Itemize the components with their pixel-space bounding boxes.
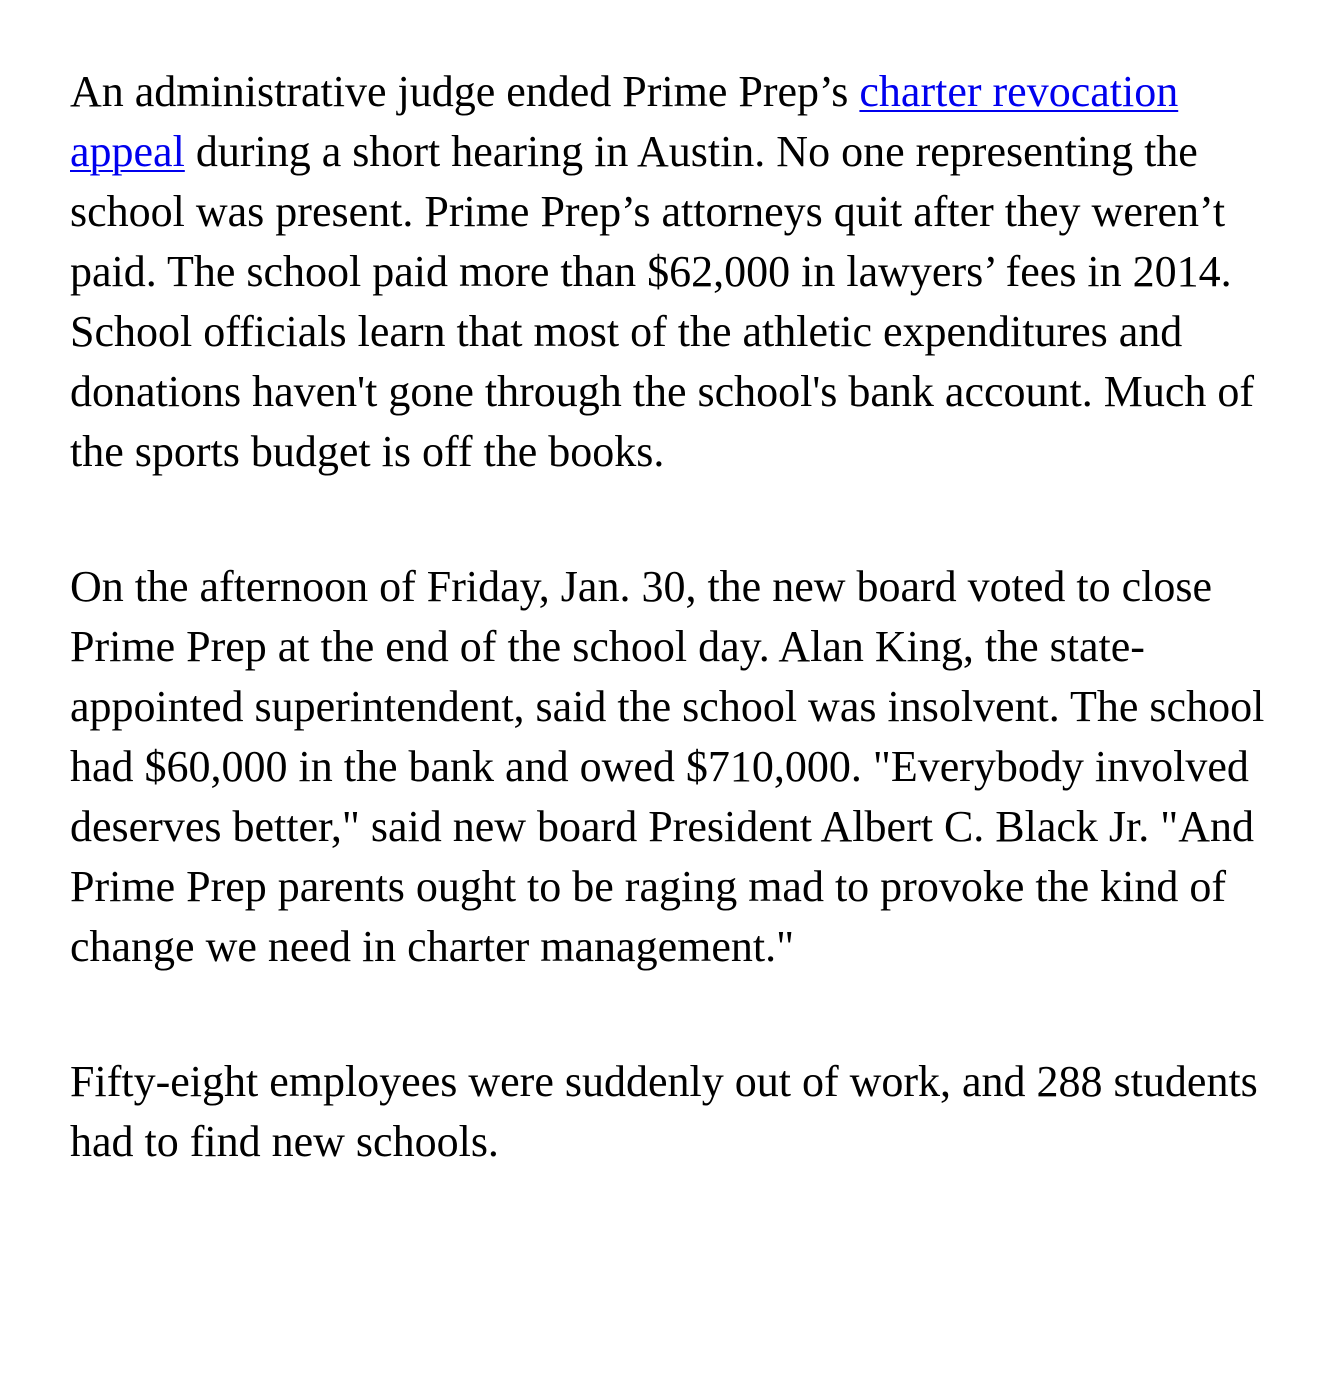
paragraph-school-closure: On the afternoon of Friday, Jan. 30, the new board voted to close Prime Prep at the end of the school day. Alan King, the state-appointed superintendent, said the school was insolvent. The school had $60,000 in the bank and owed $710,000. "Everybody involved deserves better," said new board President Albert C. Black Jr. "And Prime Prep parents ought to be raging mad to provoke the kind of change we need in charter management." xyxy=(70,562,1265,971)
paragraph-1-body-text: during a short hearing in Austin. No one representing the school was present. Prime Prep’s attorneys quit after they weren’t paid. The school paid more than $62,000 in lawyers’ fees in 2014. School officials learn that most of the athletic expenditures and donations haven't gone through the school's bank account. Much of the sports budget is off the books. xyxy=(70,127,1255,476)
paragraph-aftermath: Fifty-eight employees were suddenly out of work, and 288 students had to find new schools. xyxy=(70,1057,1258,1166)
paragraph-charter-appeal xyxy=(70,62,1270,482)
charter-revocation-appeal-link[interactable]: charter revocation appeal xyxy=(70,67,1179,176)
article-body xyxy=(70,62,1270,1247)
paragraph-1-intro-text: An administrative judge ended Prime Prep’s xyxy=(70,67,860,116)
